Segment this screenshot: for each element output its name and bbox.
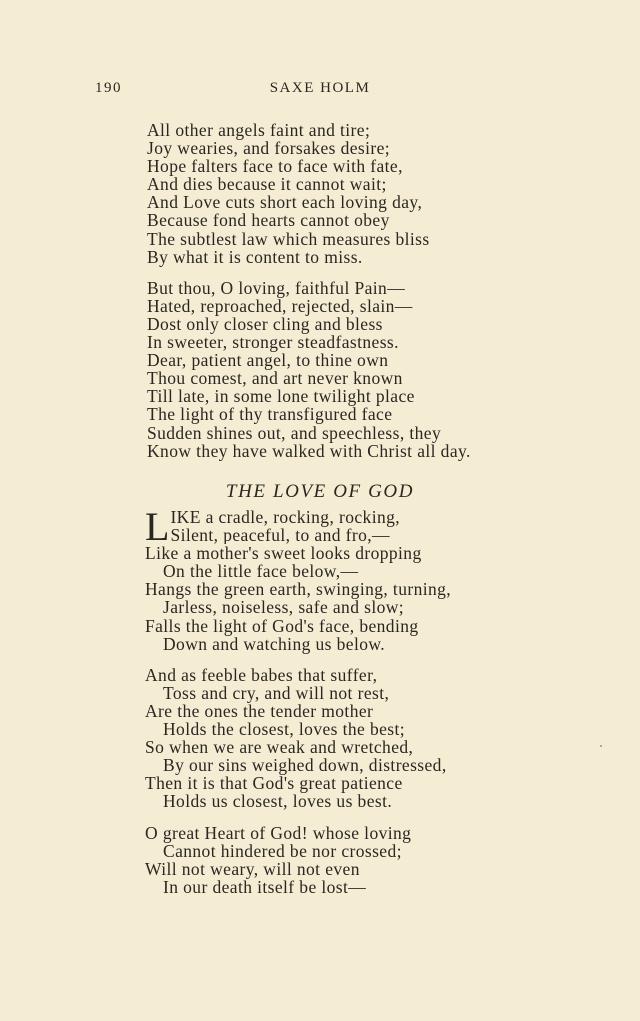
poem-line: Jarless, noiseless, safe and slow; [163,597,405,618]
poem-line: O great Heart of God! whose loving [145,822,412,843]
poem-line: Then it is that God's great patience [145,773,403,794]
stanza [147,121,471,266]
poem-line: Hangs the green earth, swinging, turning, [145,579,452,600]
poem-line: Know they have walked with Christ all day. [147,440,471,461]
stanza [145,824,451,896]
stanza [145,666,451,811]
poem-line: Will not weary, will not even [145,858,360,879]
stanza [147,279,471,460]
poem-line: Hated, reproached, rejected, slain— [147,295,413,316]
poem-line: By our sins weighed down, distressed, [163,755,447,776]
paper-speck [600,745,602,747]
poem-line: Sudden shines out, and speechless, they [147,422,442,443]
poem-line: In sweeter, stronger steadfastness. [147,332,399,353]
poem-line: Because fond hearts cannot obey [147,210,390,231]
poem-line: IKE a cradle, rocking, rocking, [170,508,401,527]
poem-line: Silent, peaceful, to and fro,— [170,525,390,545]
poem-line: Are the ones the tender mother [145,700,374,721]
poem-line: Holds us closest, loves us best. [163,791,393,812]
poem-line: But thou, O loving, faithful Pain— [147,277,406,298]
poem-line: Like a mother's sweet looks dropping [145,543,422,564]
poem-line: Down and watching us below. [163,633,386,654]
drop-cap: L [145,508,170,545]
poem-line: Joy wearies, and forsakes desire; [147,138,391,159]
poem-line: Holds the closest, loves the best; [163,719,406,740]
poem-line: And dies because it cannot wait; [147,174,387,195]
poem-line: Toss and cry, and will not rest, [163,682,390,703]
poem-line: Hope falters face to face with fate, [147,156,403,177]
stanza [145,508,451,653]
poem-line: The subtlest law which measures bliss [147,228,430,249]
poem-line: Cannot hindered be nor crossed; [163,840,402,861]
poem-line: All other angels faint and tire; [147,120,371,140]
opening-lines [145,508,451,544]
poem-love-of-god [145,508,451,896]
running-head: SAXE HOLM [269,80,371,96]
poem-line: And Love cuts short each loving day, [147,192,423,213]
poem-line: Dear, patient angel, to thine own [147,350,389,371]
page-header [0,80,640,100]
poem-line: On the little face below,— [163,561,359,582]
poem-continuation [147,121,471,460]
poem-title: THE LOVE OF GOD [225,481,415,502]
poem-line: Thou comest, and art never known [147,368,403,389]
poem-line: In our death itself be lost— [163,876,367,897]
poem-line: Falls the light of God's face, bending [145,615,419,636]
poem-line: The light of thy transfigured face [147,404,393,425]
poem-line: Dost only closer cling and bless [147,313,383,334]
page-number: 190 [95,80,122,96]
poem-line: Till late, in some lone twilight place [147,386,415,407]
poem-line: So when we are weak and wretched, [145,737,414,758]
poem-line: And as feeble babes that suffer, [145,664,378,685]
poem-line: By what it is content to miss. [147,246,363,267]
